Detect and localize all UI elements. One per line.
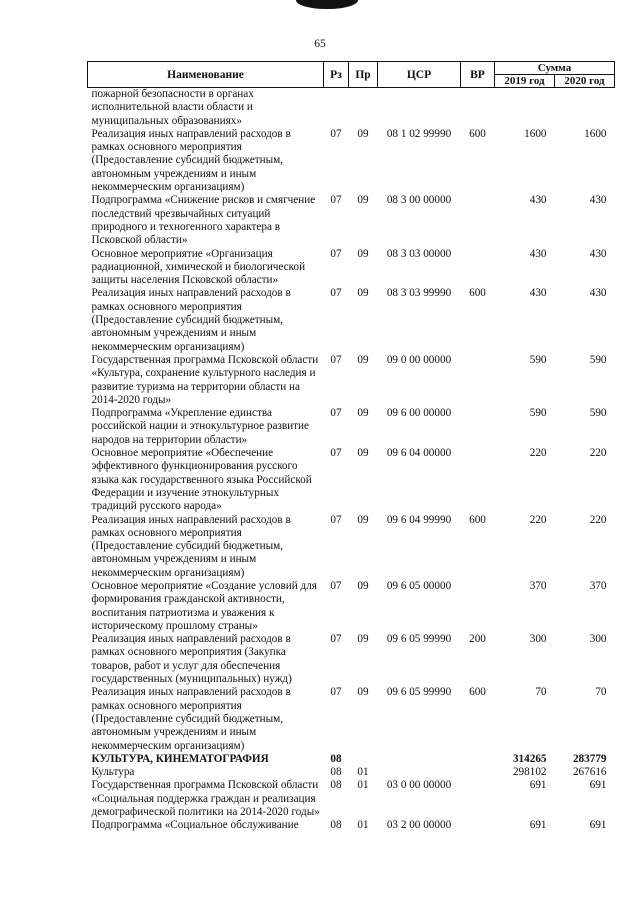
cell-name: Подпрограмма «Социальное обслуживание bbox=[91, 819, 299, 832]
cell-vr: 600 bbox=[469, 127, 486, 140]
cell-vr bbox=[461, 580, 495, 633]
cell-name: Государственная программа Псковской области «Социальная поддержка граждан и реализация демографической политики на 2014-2020 годы» bbox=[91, 779, 320, 819]
cell-name: Реализация иных направлений расходов в рамках основного мероприятия (Предоставление субсидий бюджетным, автономным учреждениям и иным некоммерческим организациям) bbox=[91, 686, 291, 752]
cell-2020: 691 bbox=[589, 819, 607, 832]
cell-2019: 691 bbox=[529, 819, 547, 832]
cell-rz: 07 bbox=[330, 633, 342, 646]
cell-2019: 430 bbox=[529, 247, 547, 260]
cell-rz: 07 bbox=[330, 579, 342, 592]
cell-2020: 691 bbox=[589, 779, 607, 792]
cell-2019: 691 bbox=[529, 779, 547, 792]
cell-csr: 08 3 00 00000 bbox=[386, 194, 452, 207]
cell-2019: 590 bbox=[529, 353, 547, 366]
cell-2020: 267616 bbox=[572, 766, 607, 779]
table-row bbox=[88, 753, 615, 766]
table-row bbox=[88, 407, 615, 447]
cell-name: Подпрограмма «Снижение рисков и смягчение последствий чрезвычайных ситуаций природного и техногенного характера в Псковской области» bbox=[91, 194, 316, 247]
cell-2020: 590 bbox=[589, 353, 607, 366]
table-row bbox=[88, 580, 615, 633]
table-row bbox=[88, 354, 615, 407]
cell-pr: 01 bbox=[357, 766, 369, 779]
cell-vr bbox=[461, 354, 495, 407]
cell-rz: 08 bbox=[330, 779, 342, 792]
cell-csr: 09 0 00 00000 bbox=[386, 353, 452, 366]
cell-vr bbox=[461, 819, 495, 832]
budget-table bbox=[87, 61, 615, 833]
header-2019: 2019 год bbox=[495, 75, 555, 88]
cell-name: Реализация иных направлений расходов в рамках основного мероприятия (Предоставление субсидий бюджетным, автономным учреждениям и иным некоммерческим организациям) bbox=[91, 127, 291, 194]
cell-rz: 07 bbox=[330, 407, 342, 420]
cell-rz: 07 bbox=[330, 287, 342, 300]
header-csr: ЦСР bbox=[378, 62, 461, 88]
scan-artifact bbox=[296, 0, 358, 9]
cell-name: Культура bbox=[91, 766, 135, 779]
cell-csr: 03 0 00 00000 bbox=[386, 779, 452, 792]
cell-2019: 220 bbox=[529, 513, 547, 526]
cell-vr: 600 bbox=[469, 287, 486, 300]
cell-rz: 08 bbox=[330, 819, 342, 832]
cell-2019: 370 bbox=[529, 579, 547, 592]
cell-2019 bbox=[495, 88, 555, 128]
cell-name: Государственная программа Псковской области «Культура, сохранение культурного наследия и развитие туризма на территории области на 2014-2020 годы» bbox=[91, 353, 319, 406]
cell-2020: 283779 bbox=[572, 752, 607, 765]
table-row bbox=[88, 248, 615, 288]
cell-csr: 08 3 03 00000 bbox=[386, 247, 452, 260]
table-row bbox=[88, 88, 615, 128]
cell-csr bbox=[378, 766, 461, 779]
header-pr: Пр bbox=[349, 62, 378, 88]
cell-2020: 1600 bbox=[584, 127, 607, 140]
cell-name: Подпрограмма «Укрепление единства российской нации и этнокультурное развитие народов на территории области» bbox=[91, 407, 309, 446]
cell-rz bbox=[324, 88, 349, 128]
cell-2019: 70 bbox=[535, 686, 547, 699]
cell-2020: 220 bbox=[589, 447, 607, 460]
page-number: 65 bbox=[314, 38, 326, 50]
cell-2020: 70 bbox=[595, 686, 607, 699]
cell-csr: 09 6 05 99990 bbox=[386, 686, 452, 699]
cell-vr: 600 bbox=[469, 513, 486, 526]
budget-table-container bbox=[87, 61, 614, 833]
cell-vr bbox=[461, 753, 495, 766]
cell-pr bbox=[349, 88, 378, 128]
cell-rz: 07 bbox=[330, 247, 342, 260]
cell-2019: 314265 bbox=[512, 752, 547, 765]
cell-pr: 09 bbox=[357, 407, 369, 420]
cell-csr: 09 6 05 00000 bbox=[386, 579, 452, 592]
cell-name: Реализация иных направлений расходов в рамках основного мероприятия (Предоставление субсидий бюджетным, автономным учреждениям и иным некоммерческим организациям) bbox=[91, 513, 291, 579]
cell-pr: 09 bbox=[357, 287, 369, 300]
cell-pr: 09 bbox=[357, 579, 369, 592]
cell-pr: 09 bbox=[357, 353, 369, 366]
cell-vr bbox=[461, 407, 495, 447]
table-row bbox=[88, 447, 615, 513]
cell-csr: 09 6 04 99990 bbox=[386, 513, 452, 526]
cell-name: Реализация иных направлений расходов в рамках основного мероприятия (Предоставление субсидий бюджетным, автономным учреждениям и иным некоммерческим организациям) bbox=[91, 287, 291, 353]
cell-2020: 430 bbox=[589, 247, 607, 260]
table-header bbox=[88, 62, 615, 88]
cell-name: пожарной безопасности в органах исполнительной власти области и муниципальных образованиях» bbox=[91, 88, 254, 127]
table-row bbox=[88, 128, 615, 194]
cell-pr: 01 bbox=[357, 819, 369, 832]
cell-pr: 09 bbox=[357, 247, 369, 260]
cell-2020: 370 bbox=[589, 579, 607, 592]
cell-csr: 08 3 03 99990 bbox=[386, 287, 452, 300]
cell-vr: 200 bbox=[469, 633, 486, 646]
table-row bbox=[88, 766, 615, 779]
cell-pr: 01 bbox=[357, 779, 369, 792]
cell-2019: 1600 bbox=[524, 127, 547, 140]
cell-name: Основное мероприятие «Обеспечение эффективного функционирования русского языка как государственного языка Российской Федерации и изучение этнокультурных традиций русского народа» bbox=[91, 447, 312, 513]
cell-vr: 600 bbox=[469, 686, 486, 699]
table-row bbox=[88, 686, 615, 752]
table-row bbox=[88, 779, 615, 819]
cell-2019: 298102 bbox=[512, 766, 547, 779]
cell-pr: 09 bbox=[357, 686, 369, 699]
cell-csr: 03 2 00 00000 bbox=[386, 819, 452, 832]
cell-pr: 09 bbox=[357, 513, 369, 526]
table-row bbox=[88, 633, 615, 686]
cell-vr bbox=[461, 447, 495, 513]
cell-pr bbox=[349, 753, 378, 766]
cell-rz: 07 bbox=[330, 127, 342, 140]
header-sum: Сумма bbox=[495, 62, 615, 75]
cell-2019: 220 bbox=[529, 447, 547, 460]
cell-csr: 09 6 00 00000 bbox=[386, 407, 452, 420]
cell-2019: 430 bbox=[529, 194, 547, 207]
cell-rz: 07 bbox=[330, 686, 342, 699]
cell-rz: 07 bbox=[330, 353, 342, 366]
cell-csr: 08 1 02 99990 bbox=[386, 127, 452, 140]
cell-rz: 07 bbox=[330, 513, 342, 526]
cell-vr bbox=[461, 88, 495, 128]
table-body bbox=[88, 88, 615, 833]
cell-2020: 430 bbox=[589, 194, 607, 207]
cell-pr: 09 bbox=[357, 127, 369, 140]
cell-rz: 08 bbox=[330, 752, 342, 765]
cell-2019: 300 bbox=[529, 633, 547, 646]
cell-csr bbox=[378, 88, 461, 128]
cell-name: КУЛЬТУРА, КИНЕМАТОГРАФИЯ bbox=[91, 752, 269, 765]
header-rz: Рз bbox=[324, 62, 349, 88]
cell-name: Основное мероприятие «Создание условий для формирования гражданской активности, воспитания патриотизма и уважения к историческому прошлому страны» bbox=[91, 579, 317, 632]
cell-vr bbox=[461, 779, 495, 819]
header-2020: 2020 год bbox=[555, 75, 615, 88]
cell-name: Реализация иных направлений расходов в рамках основного мероприятия (Закупка товаров, работ и услуг для обеспечения государственных (муниципальных) нужд) bbox=[91, 633, 292, 686]
cell-vr bbox=[461, 248, 495, 288]
header-name: Наименование bbox=[88, 62, 324, 88]
cell-pr: 09 bbox=[357, 633, 369, 646]
table-row bbox=[88, 514, 615, 580]
cell-rz: 08 bbox=[330, 766, 342, 779]
cell-rz: 07 bbox=[330, 194, 342, 207]
cell-csr bbox=[378, 753, 461, 766]
cell-csr: 09 6 05 99990 bbox=[386, 633, 452, 646]
cell-2020 bbox=[555, 88, 615, 128]
cell-2020: 220 bbox=[589, 513, 607, 526]
table-row bbox=[88, 819, 615, 832]
cell-pr: 09 bbox=[357, 194, 369, 207]
cell-csr: 09 6 04 00000 bbox=[386, 447, 452, 460]
cell-2019: 430 bbox=[529, 287, 547, 300]
cell-2020: 590 bbox=[589, 407, 607, 420]
cell-2019: 590 bbox=[529, 407, 547, 420]
cell-vr bbox=[461, 194, 495, 247]
cell-pr: 09 bbox=[357, 447, 369, 460]
cell-2020: 300 bbox=[589, 633, 607, 646]
table-row bbox=[88, 194, 615, 247]
cell-2020: 430 bbox=[589, 287, 607, 300]
header-vr: ВР bbox=[461, 62, 495, 88]
table-row bbox=[88, 287, 615, 353]
cell-name: Основное мероприятие «Организация радиационной, химической и биологической защиты населения Псковской области» bbox=[91, 247, 306, 287]
cell-vr bbox=[461, 766, 495, 779]
cell-rz: 07 bbox=[330, 447, 342, 460]
